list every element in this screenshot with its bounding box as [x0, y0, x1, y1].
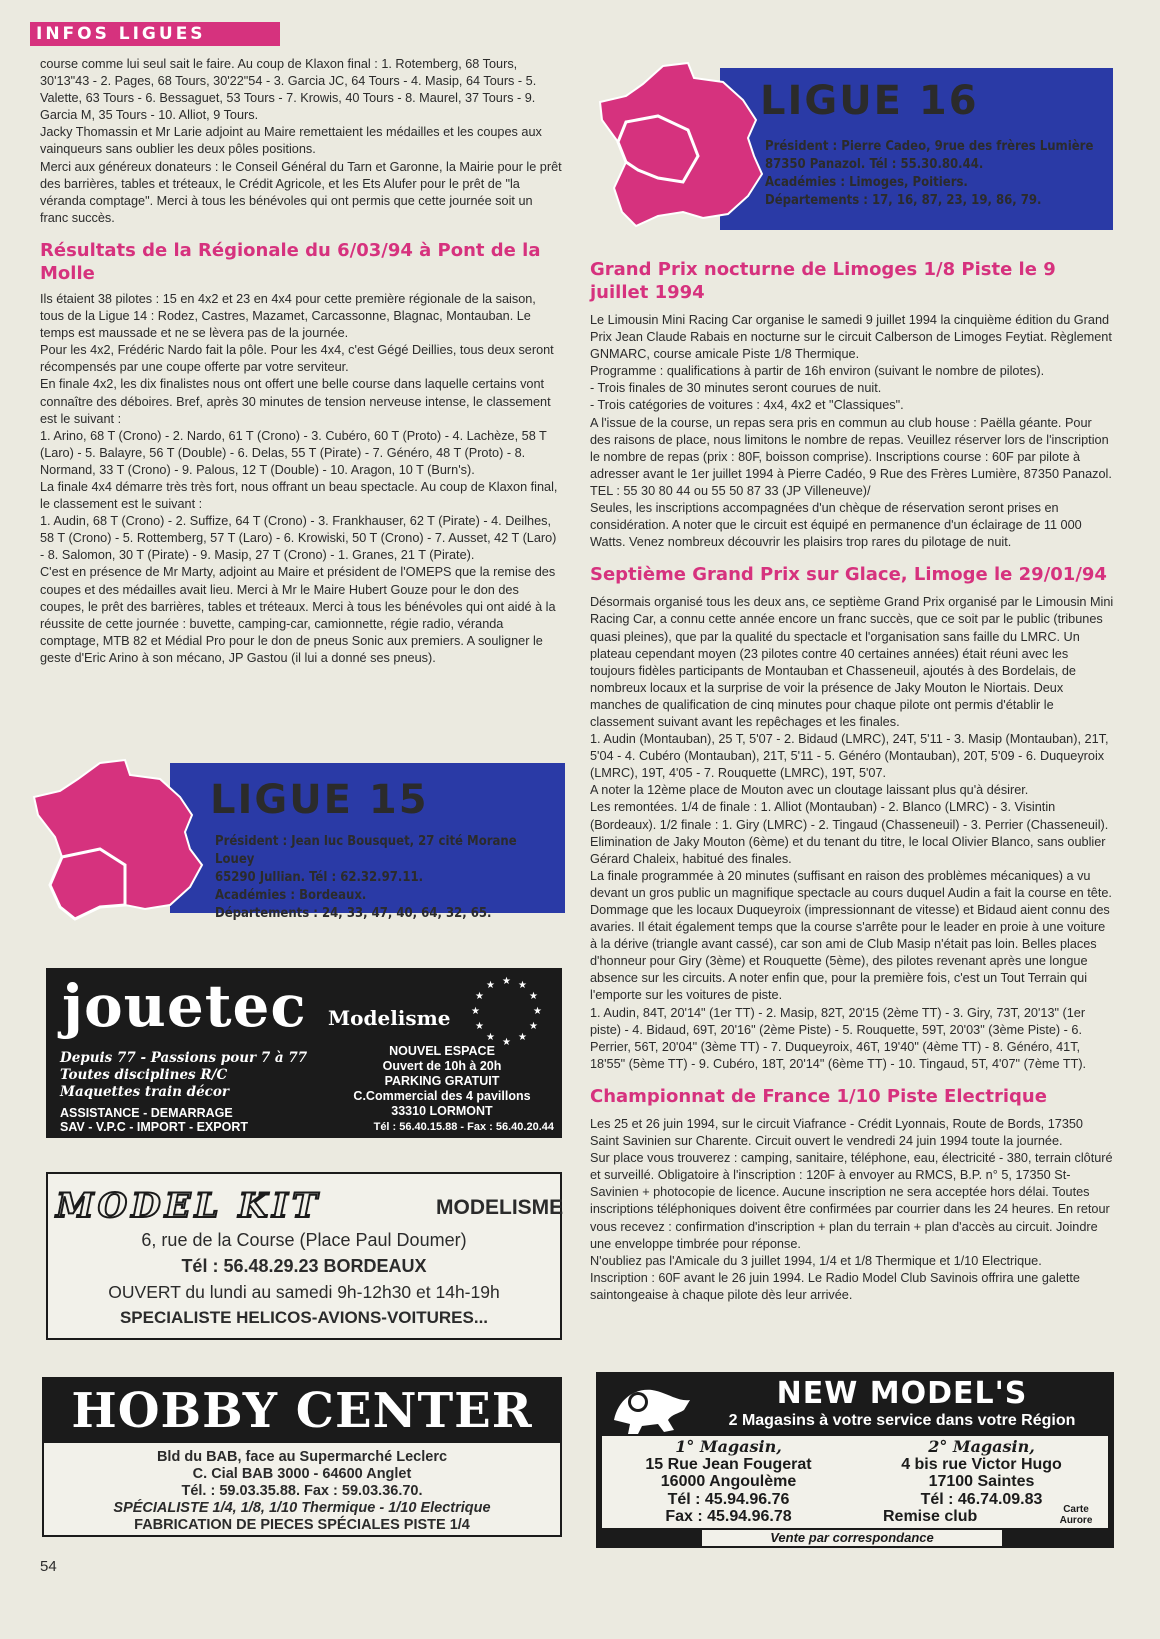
- svg-text:★: ★: [533, 1006, 542, 1017]
- jouetec-store-info: [332, 1044, 552, 1119]
- svg-text:★: ★: [518, 1032, 527, 1043]
- shop-line: Tél : 45.94.96.76: [667, 1490, 790, 1508]
- ligue15-departements: Départements : 24, 33, 47, 40, 64, 32, 65.: [215, 906, 492, 921]
- ligue16-block: [598, 60, 1113, 235]
- article-paragraph: La finale programmée à 20 minutes (suffisant en raison des problèmes mécaniques) a vu devant un gros public un magnifique spectacle au cours duquel Audin a fait la course en tête. Dommage que les locaux Duqueyroix (impressionnant de vitesse) et Bidaud aient connu des avaries. Il était également temps que la course s'arrête pour le leader en proie à une voiture à la dérive (triangle avant cassé), car son ami de Club Masip n'était pas loin. Belles places d'honneur pour Giry (3ème) et Rouquette (5ème), des pilotes revenant après une longue absence sur les circuits. A noter enfin que, pour la première fois, c'est un Tout Terrain qui l'emporte sur les voitures de piste.: [590, 868, 1112, 1003]
- article-paragraph: Seules, les inscriptions accompagnées d'un chèque de réservation seront prises en considération. A noter que le circuit est équipé en permanence d'un éclairage de 11 000 Watts. Venez nombreux découvrir les plaisirs trop rares du pilotage de nuit.: [590, 501, 1082, 550]
- article-paragraph: Les remontées. 1/4 de finale : 1. Alliot (Montauban) - 2. Blanco (LMRC) - 3. Visintin (Bordeaux). 1/2 finale : 1. Giry (LMRC) - 2. Tingaud (Chasseneuil) - 3. Perrier (Chasseneuil). Elimination de Jaky Mouton (6ème) et du tenant du titre, le local Olivier Blanco, sans oublier Gérard Chaleix, habitué des finales.: [590, 800, 1109, 866]
- hobby-center-line: Bld du BAB, face au Supermarché Leclerc: [156, 1449, 448, 1465]
- article-paragraph: Les 25 et 26 juin 1994, sur le circuit Viafrance - Crédit Lyonnais, Route de Bords, 17350 Saint Savinien sur Charente. Circuit ouvert le vendredi 24 juin 1994 toute la journée.: [590, 1116, 1083, 1149]
- jouetec-address: 33310 LORMONT: [391, 1104, 493, 1118]
- left-column: [40, 56, 562, 667]
- france-map-icon: [598, 60, 763, 235]
- article-paragraph: A l'issue de la course, un repas sera pris en commun au club house : Paëlla géante. Pour des raisons de place, nous limitons le nombre de repas. Veuillez réserver lors de l'inscription le nombre de repas (prix : 80F, boisson comprise). Inscriptions course : 60F par pilote à adresser avant le 1er juillet 1994 à Pierre Cadéo, 9 Rue des Frères Lumière, 87350 Panazol. TEL : 55 30 80 44 ou 55 50 87 33 (JP Villeneuve)/: [590, 415, 1112, 498]
- svg-text:★: ★: [471, 1006, 480, 1017]
- article-paragraph: Le Limousin Mini Racing Car organise le samedi 9 juillet 1994 la cinquième édition du Grand Prix Jean Claude Rabais en nocturne sur le circuit Calberson de Limoges Feytiat. Règlement GNMARC, course amicale Piste 1/8 Thermique.: [590, 313, 1112, 362]
- eu-stars-icon: [466, 974, 546, 1048]
- new-models-shops: [602, 1436, 1108, 1528]
- article-paragraph: 1. Audin, 84T, 20'14" (1er TT) - 2. Masip, 82T, 20'15 (2ème TT) - 3. Giry, 73T, 20'13" (1er piste) - 4. Bidaud, 69T, 20'16" (2ème Piste) - 5. Rouquette, 59T, 20'03" (3ème Piste) - 6. Perrier, 56T, 20'04" (3ème TT) - 7. Duqueyroix, 46T, 19'40" (4ème TT) - 8. Généro, 41T, 18'55" (5ème TT) - 9. Cubéro, 18T, 20'14" (6ème TT) - 10. Tingaud, 5T, 4'07" (7ème TT).: [590, 1005, 1087, 1071]
- svg-text:★: ★: [529, 991, 538, 1002]
- ligue16-president: Président : Pierre Cadeo, 9rue des frères Lumière: [765, 139, 1094, 154]
- ligue16-academies: Académies : Limoges, Poitiers.: [765, 175, 968, 190]
- article-paragraph: Ils étaient 38 pilotes : 15 en 4x2 et 23 en 4x4 pour cette première régionale de la saison, tous de la Ligue 14 : Rodez, Castres, Mazamet, Carcassonne, Blagnac, Montauban. Le temps est maussade et ne se lèvera pas de la journée.: [40, 291, 536, 341]
- ligue16-info: [765, 138, 1105, 210]
- svg-text:★: ★: [502, 1037, 511, 1048]
- intro-paragraph: Jacky Thomassin et Mr Larie adjoint au Maire remettaient les médailles et les coupes aux vainqueurs sans oublier les deux pôles positions.: [40, 125, 542, 157]
- shop-line: 4 bis rue Victor Hugo: [901, 1455, 1062, 1473]
- jouetec-brand: jouetec: [62, 972, 307, 1040]
- shop-line: Remise club: [883, 1508, 978, 1525]
- jouetec-address: C.Commercial des 4 pavillons: [353, 1089, 531, 1103]
- shop-line: Fax : 45.94.96.78: [665, 1508, 792, 1525]
- article-paragraph: - Trois finales de 30 minutes seront courues de nuit.: [590, 381, 882, 396]
- jouetec-news: NOUVEL ESPACE: [389, 1044, 495, 1058]
- article-title: Championnat de France 1/10 Piste Electrique: [590, 1085, 1047, 1107]
- model-kit-address: 6, rue de la Course (Place Paul Doumer): [141, 1230, 467, 1250]
- jouetec-phone: Tél : 56.40.15.88 - Fax : 56.40.20.44: [373, 1121, 554, 1133]
- lion-icon: [608, 1380, 698, 1436]
- shop-title: 2° Magasin,: [928, 1437, 1035, 1456]
- ligue15-title: LIGUE 15: [210, 777, 429, 823]
- article-paragraph: 1. Audin (Montauban), 25 T, 5'07 - 2. Bidaud (LMRC), 24T, 5'11 - 3. Masip (Montauban), 21T, 5'04 - 4. Cubéro (Montauban), 21T, 5'11 - 5. Généro (Montauban), 20T, 5'09 - 6. Duqueyroix (LMRC), 19T, 4'05 - 7. Rouquette (LMRC), 19T, 5'07.: [590, 732, 1109, 781]
- jouetec-tagline: Maquettes train décor: [60, 1084, 230, 1100]
- hobby-center-line: FABRICATION DE PIECES SPÉCIALES PISTE 1/4: [134, 1517, 470, 1533]
- hobby-center-info: [44, 1449, 560, 1534]
- jouetec-hours: Ouvert de 10h à 20h: [382, 1059, 502, 1073]
- article-paragraph: La finale 4x4 démarre très très fort, nous offrant un beau spectacle. Au coup de Klaxon final, le classement est le suivant :: [40, 479, 558, 512]
- article-title: Septième Grand Prix sur Glace, Limoge le 29/01/94: [590, 564, 1107, 586]
- shop-line: 17100 Saintes: [928, 1473, 1035, 1490]
- article-paragraph: Sur place vous trouverez : camping, sanitaire, téléphone, eau, électricité - 380, terrain clôturé et surveillé. Obligatoire à l'inscription : 120F à envoyer au RMCS, B.P. n° 5, 17350 St-Savinien + photocopie de licence. Aucune inscription ne sera acceptée hors délai. Toutes inscriptions téléphoniques doivent être confirmées par courrier dans les 24 heures. En retour vous recevez : confirmation d'inscription + plan du terrain + plan d'accès au circuit. Joindre une enveloppe timbrée pour réponse.: [590, 1151, 1113, 1251]
- jouetec-taglines: [60, 1050, 307, 1101]
- ligue15-block: [30, 757, 565, 922]
- jouetec-service: SAV - V.P.C - IMPORT - EXPORT: [60, 1120, 248, 1134]
- jouetec-sub: Modelisme: [328, 1006, 451, 1030]
- model-kit-brand: MODEL KIT: [56, 1186, 322, 1226]
- hobby-center-line: Tél. : 59.03.35.88. Fax : 59.03.36.70.: [181, 1483, 423, 1499]
- new-models-brand: NEW MODEL'S: [776, 1376, 1028, 1411]
- article-paragraph: Programme : qualifications à partir de 16h environ (suivant le nombre de pilotes).: [590, 364, 1045, 379]
- model-kit-phone: Tél : 56.48.29.23 BORDEAUX: [181, 1256, 427, 1276]
- article-paragraph: En finale 4x2, les dix finalistes nous ont offert une belle course dans laquelle certains vont connaître des déboires. Bref, après 30 minutes de tension nerveuse intense, le classement est le suivant :: [40, 377, 551, 426]
- svg-text:★: ★: [529, 1021, 538, 1032]
- intro-paragraph: course comme lui seul sait le faire. Au coup de Klaxon final : 1. Rotemberg, 68 Tours, 30'13"43 - 2. Pages, 68 Tours, 30'22"54 - 3. Garcia JC, 64 Tours - 4. Masip, 64 Tours - 5. Valette, 63 Tours - 6. Bessaguet, 53 Tours - 7. Krowis, 40 Tours - 8. Maurel, 37 Tours - 9. Garcia M, 35 Tours - 10. Alliot, 9 Tours.: [40, 57, 537, 123]
- model-kit-sub: MODELISME: [436, 1196, 564, 1219]
- shop-line: Tél : 46.74.09.83: [920, 1490, 1043, 1508]
- article-paragraph: Désormais organisé tous les deux ans, ce septième Grand Prix organisé par le Limousin Mini Racing Car, a connu cette année encore un franc succès, que ce soit par le public (tribunes quasi pleines), que par la qualité du spectacle et l'organisation sans faille du LMRC. Un plateau cependant moyen (23 pilotes contre 40 certaines années) était réuni avec les toujours fidèles participants de Montauban et Chasseneuil, ajoutés à des Bordelais, de nombreux locaux et la surprise de voir la présence de Jaky Mouton le Niortais. Deux manches de qualification de cinq minutes pour chaque pilote ont permis d'établir le classement suivant avant les repêchages et les finales.: [590, 595, 1114, 729]
- ad-model-kit: [46, 1172, 562, 1340]
- model-kit-speciality: SPECIALISTE HELICOS-AVIONS-VOITURES...: [119, 1308, 489, 1327]
- shop-title: 1° Magasin,: [675, 1437, 782, 1456]
- jouetec-tagline: Toutes disciplines R/C: [60, 1067, 228, 1083]
- new-models-shop-1: [602, 1438, 855, 1526]
- article-title: Grand Prix nocturne de Limoges 1/8 Piste le 9 juillet 1994: [590, 259, 1056, 303]
- shop-line: 16000 Angoulème: [660, 1473, 797, 1490]
- svg-text:★: ★: [518, 980, 527, 991]
- article-paragraph: 1. Audin, 68 T (Crono) - 2. Suffize, 64 T (Crono) - 3. Frankhauser, 62 T (Pirate) - 4. Deilhes, 58 T (Crono) - 5. Rottemberg, 57 T (Laro) - 6. Krowiski, 50 T (Crono) - 7. Ausset, 42 T (Laro) - 8. Salomon, 30 T (Pirate) - 9. Masip, 27 T (Crono) - 1. Granes, 21 T (Pirate).: [40, 514, 557, 563]
- shop-line: 15 Rue Jean Fougerat: [645, 1455, 812, 1473]
- section-tag: INFOS LIGUES: [30, 22, 280, 46]
- ligue15-info: [215, 833, 560, 923]
- hobby-center-line: SPÉCIALISTE 1/4, 1/8, 1/10 Thermique - 1/10 Electrique: [113, 1500, 491, 1516]
- svg-text:★: ★: [486, 980, 495, 991]
- svg-text:★: ★: [502, 976, 511, 987]
- article-title: Résultats de la Régionale du 6/03/94 à Pont de la Molle: [40, 239, 541, 284]
- carte-aurore: Carte Aurore: [1059, 1504, 1093, 1526]
- article-paragraph: - Trois catégories de voitures : 4x4, 4x2 et "Classiques".: [590, 398, 904, 413]
- page-number: 54: [40, 1558, 57, 1575]
- ligue16-departements: Départements : 17, 16, 87, 23, 19, 86, 79.: [765, 193, 1042, 208]
- france-map-icon: [30, 757, 205, 922]
- ligue15-address: 65290 Jullian. Tél : 62.32.97.11.: [215, 870, 424, 885]
- article-paragraph: Pour les 4x2, Frédéric Nardo fait la pôle. Pour les 4x4, c'est Gégé Deillies, tous deux seront récompensés par une coupe offerte par votre serviteur.: [40, 343, 554, 375]
- jouetec-tagline: Depuis 77 - Passions pour 7 à 77: [60, 1050, 308, 1066]
- jouetec-service: ASSISTANCE - DEMARRAGE: [60, 1106, 233, 1120]
- svg-text:★: ★: [475, 1021, 484, 1032]
- jouetec-services: [60, 1106, 248, 1134]
- ad-hobby-center: [42, 1377, 562, 1537]
- article-paragraph: 1. Arino, 68 T (Crono) - 2. Nardo, 61 T (Crono) - 3. Cubéro, 60 T (Proto) - 4. Lachèze, 58 T (Laro) - 5. Balayre, 56 T (Double) - 6. Delas, 55 T (Pirate) - 7. Généro, 48 T (Proto) - 8. Normand, 33 T (Crono) - 9. Palous, 12 T (Double) - 10. Aragon, 10 T (Burn's).: [40, 428, 547, 477]
- ligue15-president: Président : Jean luc Bousquet, 27 cité Morane Louey: [215, 834, 517, 867]
- ligue15-academies: Académies : Bordeaux.: [215, 888, 367, 903]
- hobby-center-line: C. Cial BAB 3000 - 64600 Anglet: [192, 1466, 412, 1482]
- svg-text:★: ★: [475, 991, 484, 1002]
- svg-text:★: ★: [486, 1032, 495, 1043]
- hobby-center-brand: HOBBY CENTER: [44, 1379, 560, 1443]
- ad-new-models: [596, 1372, 1114, 1548]
- article-paragraph: C'est en présence de Mr Marty, adjoint au Maire et président de l'OMEPS que la remise des coupes et des médailles avait lieu. Merci à Mr le Maire Hubert Gouze pour le don des coupes, le prêt des barrières, tables et tréteaux. Merci à tous les bénévoles qui ont aidé à la réussite de cette journée : buvette, camping-car, camionnette, régie radio, véranda comptage, MTB 82 et Médial Pro pour le don de pneus Sonic aux premiers. A souligner le geste d'Eric Arino à son mécano, JP Gastou (il lui a donné ses pneus).: [40, 565, 556, 665]
- intro-paragraph: Merci aux généreux donateurs : le Conseil Général du Tarn et Garonne, la Mairie pour le prêt des barrières, tables et tréteaux, le Crédit Agricole, et les Ets Alufer pour le prêt de "la véranda comptage". Merci à tous les bénévoles qui ont permis que cette journée soit un franc succès.: [40, 159, 562, 225]
- article-paragraph: N'oubliez pas l'Amicale du 3 juillet 1994, 1/4 et 1/8 Thermique et 1/10 Electrique.: [590, 1253, 1042, 1268]
- model-kit-hours: OUVERT du lundi au samedi 9h-12h30 et 14h-19h: [108, 1282, 500, 1302]
- ad-jouetec: [46, 968, 562, 1138]
- right-column: [590, 258, 1115, 1304]
- article-paragraph: A noter la 12ème place de Mouton avec un cloutage laissant plus qu'à désirer.: [590, 783, 1029, 798]
- new-models-vpc: Vente par correspondance: [702, 1530, 1002, 1546]
- article-paragraph: Inscription : 60F avant le 26 juin 1994. Le Radio Model Club Savinois offrira une galette saintongeaise à chaque pilote dès leur arrivée.: [590, 1270, 1080, 1302]
- jouetec-parking: PARKING GRATUIT: [384, 1074, 500, 1088]
- ligue16-title: LIGUE 16: [760, 78, 979, 124]
- ligue16-address: 87350 Panazol. Tél : 55.30.80.44.: [765, 157, 984, 172]
- new-models-tagline: 2 Magasins à votre service dans votre Région: [728, 1412, 1076, 1429]
